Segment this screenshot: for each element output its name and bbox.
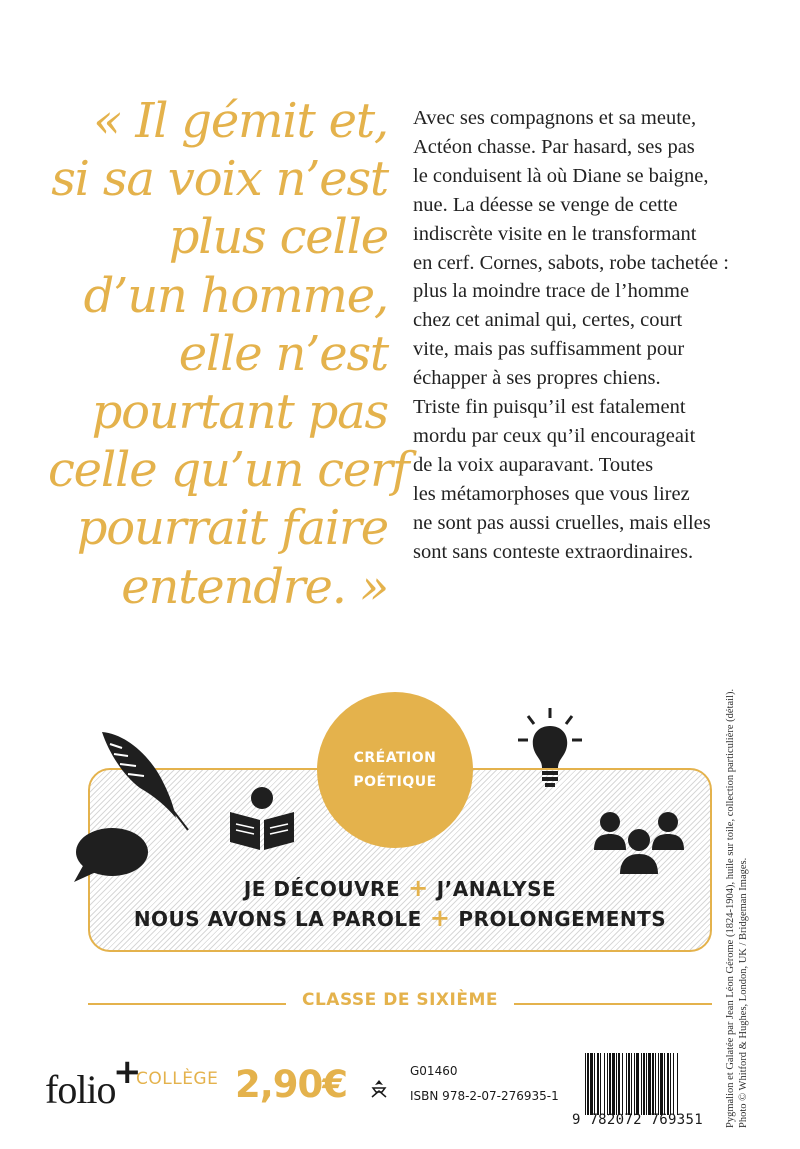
quill-feather-icon [96,726,196,832]
badge-line: CRÉATION [353,750,437,766]
ean-number: 9 782072 769351 [572,1112,703,1128]
credit-line: Pygmalion et Galatée par Jean Léon Gérome (1824-1904), huile sur toile, collection particulière (détail). [725,688,736,1128]
gallimard-logo-icon [370,1079,388,1099]
level-label: CLASSE DE SIXIÈME [301,990,498,1010]
barcode-bar [607,1053,608,1115]
summary-line: les métamorphoses que vous lirez [413,482,690,505]
summary-line: chez cet animal qui, certes, court [413,309,683,332]
barcode-bar [609,1053,611,1115]
section-label: J’ANALYSE [436,877,557,901]
barcode-bar [660,1053,663,1115]
quote-line: plus celle [168,209,388,266]
quote-line: « Il gémit et, [93,93,388,149]
barcode-bar [612,1053,615,1115]
group-icon [592,810,686,876]
barcode-bar [677,1053,678,1115]
collection-badge [317,692,473,848]
barcode-bar [658,1053,659,1115]
summary-line: sont sans conteste extraordinaires. [413,540,694,563]
barcode-bar [643,1053,645,1115]
summary-line: Triste fin puisqu’il est fatalement [413,396,686,419]
summary-line: indiscrète visite en le transformant [413,222,697,245]
barcode-bar [628,1053,630,1115]
plus-separator: + [429,904,451,932]
product-code: G01460 [410,1064,458,1078]
barcode-bar [673,1053,674,1115]
barcode-bar [667,1053,669,1115]
barcode-bar [600,1053,601,1115]
isbn: ISBN 978-2-07-276935-1 [410,1089,559,1103]
reader-icon [226,786,298,852]
quote-line: si sa voix n’est [51,151,388,208]
summary-line: en cerf. Cornes, sabots, robe tachetée : [413,251,729,274]
pull-quote [48,92,409,616]
summary-line: plus la moindre trace de l’homme [413,280,690,303]
barcode-bar [587,1053,589,1115]
summary-line: mordu par ceux qu’il encourageait [413,424,696,447]
section-label: JE DÉCOUVRE [243,877,401,901]
price: 2,90€ [235,1063,348,1106]
barcode-bar [585,1053,586,1115]
badge-line: POÉTIQUE [353,774,437,790]
quote-line: d’un homme, [83,267,388,324]
brand-logo: folio [45,1067,116,1112]
summary-text [413,104,758,567]
barcode-bar [670,1053,671,1115]
summary-line: vite, mais pas suffisamment pour [413,338,685,361]
section-label: NOUS AVONS LA PAROLE [133,907,422,931]
level-row [88,990,712,1020]
summary-line: nue. La déesse se venge de cette [413,193,678,216]
quote-line: celle qu’un cerf [48,442,409,499]
photo-credit [724,658,750,1128]
barcode-bar [636,1053,639,1115]
barcode-bar [597,1053,599,1115]
barcode-bar [648,1053,651,1115]
summary-line: le conduisent là où Diane se baigne, [413,164,709,187]
barcode-bar [631,1053,632,1115]
summary-line: ne sont pas aussi cruelles, mais elles [413,511,711,534]
barcode-bar [618,1053,620,1115]
summary-line: Actéon chasse. Par hasard, ses pas [413,135,695,158]
barcode-bar [646,1053,647,1115]
summary-line: Avec ses compagnons et sa meute, [413,107,697,129]
sections-row-1 [0,874,800,902]
quote-line: pourtant pas [91,384,388,441]
credit-line: Photo © Whitford & Hughes, London, UK / Bridgeman Images. [738,857,749,1128]
barcode-bar [655,1053,656,1115]
barcode-bar [652,1053,654,1115]
summary-line: de la voix auparavant. Toutes [413,453,654,476]
barcode-bar [590,1053,593,1115]
sections-row-2 [0,904,800,932]
barcode-bar [594,1053,595,1115]
barcode-bar [664,1053,665,1115]
collection-label: COLLÈGE [136,1069,219,1089]
barcode-bar [604,1053,605,1115]
lightbulb-icon [516,706,584,790]
brand-plus: + [113,1052,142,1092]
barcode-bar [622,1053,623,1115]
barcode-bar [616,1053,617,1115]
barcode-bar [641,1053,642,1115]
plus-separator: + [408,874,429,902]
quote-line: pourrait faire [76,500,388,557]
barcode-bar [626,1053,627,1115]
section-label: PROLONGEMENTS [458,907,667,931]
quote-line: elle n’est [178,325,388,382]
barcode [585,1053,717,1115]
summary-line: échapper à ses propres chiens. [413,367,661,390]
barcode-bar [634,1053,635,1115]
quote-line: entendre. » [121,558,388,615]
